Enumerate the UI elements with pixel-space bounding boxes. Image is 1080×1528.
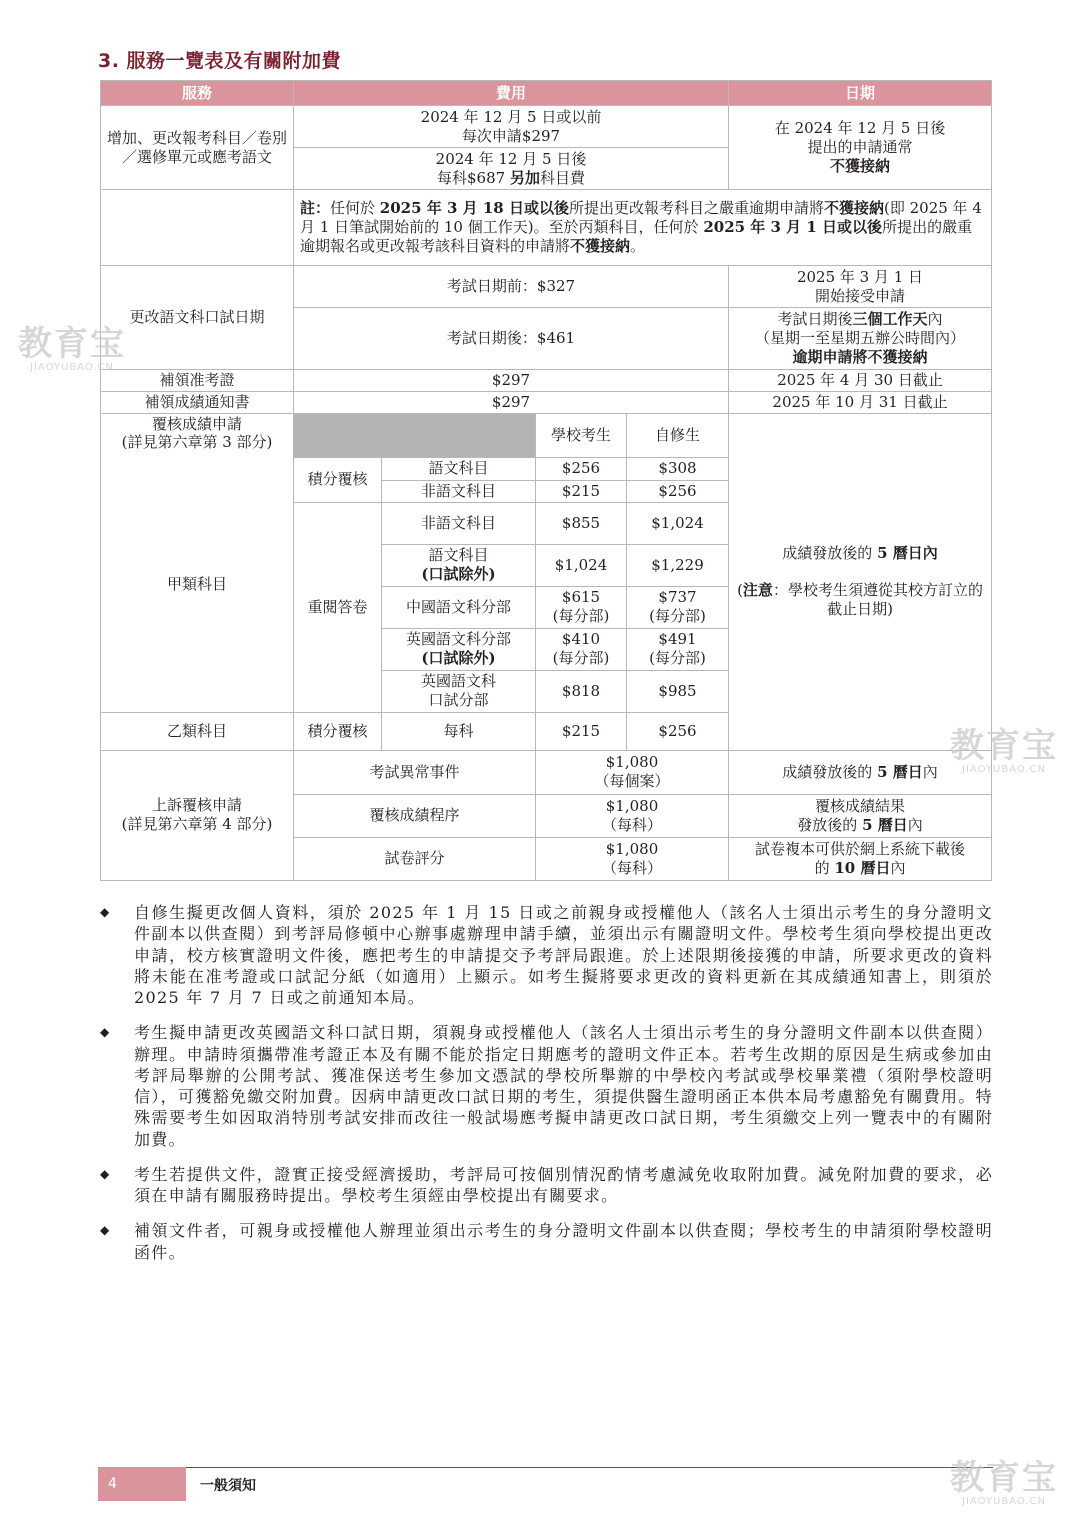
col-private-candidate: 自修生: [627, 413, 729, 457]
watermark-url: JIAOYUBAO.CN: [30, 362, 114, 373]
watermark-url: JIAOYUBAO.CN: [962, 764, 1046, 775]
fee-private: [627, 586, 729, 628]
fee-line: 2024 年 12 月 5 日或以前: [420, 107, 602, 126]
date-admission-form: 2025 年 4 月 30 日截止: [729, 370, 992, 392]
recheck-label: 積分覆核: [294, 712, 382, 750]
note-text: 。: [630, 236, 646, 255]
date-subject-change: [729, 106, 992, 190]
service-admission-form: 補領准考證: [101, 370, 294, 392]
watermark: [950, 1460, 1058, 1507]
fee-school: $215: [536, 712, 627, 750]
subject-change-note: [294, 190, 992, 266]
fee-school: [536, 586, 627, 628]
service-line: 覆核成績申請: [151, 414, 242, 433]
fee-school: $818: [536, 670, 627, 712]
note-paragraph: 考生若提供文件，證實正接受經濟援助，考評局可按個別情況酌情考慮減免收取附加費。減免附加費的要求，必須在申請有關服務時提出。學校考生須經由學校提出有關要求。: [134, 1164, 993, 1206]
footer-rule: [186, 1467, 993, 1468]
category-a: 甲類科目: [101, 457, 294, 712]
service-fee-table: [100, 80, 992, 881]
fee-unit: （每科）: [602, 815, 663, 834]
fee-irregularity: [536, 750, 729, 794]
table-row: [101, 413, 992, 457]
fee-unit: (每分部): [552, 649, 610, 667]
fee-unit: (每分部): [649, 649, 706, 667]
fee-procedure: [536, 794, 729, 837]
fee-value: $737: [658, 588, 697, 607]
table-header-row: [101, 81, 992, 106]
date-line: [732, 310, 988, 329]
date-line: [732, 544, 988, 563]
fee-admission-form: $297: [294, 370, 729, 392]
fee-private: $1,024: [627, 502, 729, 544]
watermark: [950, 728, 1058, 775]
date-text: 發放後的: [797, 815, 863, 834]
subject-line: (口試除外): [421, 565, 496, 583]
table-row: [101, 106, 992, 148]
col-school-candidate: 學校考生: [536, 413, 627, 457]
fee-school: [536, 628, 627, 670]
note-text-bold: 2025 年 3 月 1 日或以後: [703, 218, 883, 237]
subject-line: 英國語文科分部: [405, 630, 511, 649]
note-text: 任何於: [330, 199, 380, 218]
note-text: (即 2025 年 4 月 1 日筆試開始前的 10 個工作天)。至於丙類科目，任何於: [300, 199, 982, 237]
subject-label: 非語文科目: [382, 480, 536, 502]
date-text-bold: 10 曆日: [834, 858, 891, 877]
remark-label: 重閱答卷: [294, 502, 382, 712]
note-text: 所提出更改報考科目之嚴重逾期申請將: [568, 199, 824, 218]
appeal-marking: 試卷評分: [294, 837, 536, 880]
date-text: 內: [922, 762, 938, 781]
header-service: 服務: [101, 81, 294, 106]
date-text-bold: 5 曆日內: [877, 544, 938, 563]
date-text: 的: [814, 858, 835, 877]
table-row: [101, 370, 992, 392]
fee-private: $308: [627, 457, 729, 480]
header-fee: 費用: [294, 81, 729, 106]
fee-private: $256: [627, 480, 729, 502]
subject-line: 語文科目: [428, 546, 489, 565]
date-oral-before: [729, 266, 992, 308]
date-text: 內: [927, 310, 943, 329]
fee-school: $215: [536, 480, 627, 502]
fee-marking: [536, 837, 729, 880]
fee-school: $1,024: [536, 544, 627, 586]
fee-unit: (每分部): [552, 607, 610, 625]
date-line: [732, 816, 988, 835]
notes-list: [98, 902, 993, 1277]
date-oral-after: [729, 308, 992, 370]
appeal-irregularity: 考試異常事件: [294, 750, 536, 794]
fee-private: $1,229: [627, 544, 729, 586]
diamond-bullet-icon: ◆: [100, 1025, 111, 1040]
watermark-brand: 教育宝: [950, 726, 1058, 766]
date-text: 內: [907, 815, 923, 834]
note-text-bold: 不獲接納: [823, 199, 884, 218]
list-item: [98, 1220, 993, 1263]
date-note-bold: 注意: [742, 581, 773, 600]
note-text: 所提出的嚴重逾期報名或更改報考該科目資料的申請將: [300, 218, 973, 255]
subject-line: (口試除外): [421, 649, 496, 667]
footer-section-title: 一般須知: [200, 1478, 256, 1494]
fee-text-bold: 另加: [509, 168, 540, 187]
fee-line: 2024 年 12 月 5 日後: [435, 149, 587, 168]
table-row: [101, 266, 992, 308]
note-text-bold: 2025 年 3 月 18 日或以後: [379, 199, 569, 218]
date-line: （星期一至星期五辦公時間內）: [755, 329, 966, 348]
date-text: 內: [890, 858, 906, 877]
subject-label: [382, 628, 536, 670]
diamond-bullet-icon: ◆: [100, 1166, 111, 1181]
fee-value: $1,080: [605, 796, 659, 815]
table-row: [101, 750, 992, 794]
date-line: 不獲接納: [830, 156, 891, 175]
subject-label: 中國語文科分部: [382, 586, 536, 628]
fee-value: $1,080: [605, 839, 659, 858]
date-marking: [729, 837, 992, 880]
fee-school: $256: [536, 457, 627, 480]
fee-line: 每次申請$297: [461, 126, 561, 145]
subject-line: 英國語文科: [420, 672, 496, 691]
fee-text: 每科$687: [437, 168, 510, 187]
service-line: (詳見第六章第 3 部分): [121, 433, 273, 452]
date-line: 提出的申請通常: [807, 138, 913, 157]
fee-school: $855: [536, 502, 627, 544]
date-line: 2025 年 3 月 1 日: [796, 267, 924, 286]
service-line: 上訴覆核申請: [151, 796, 242, 815]
empty-cell: [101, 190, 294, 266]
section-title: 3. 服務一覽表及有關附加費: [98, 50, 342, 72]
service-subject-change: 增加、更改報考科目／卷別／選修單元或應考語文: [101, 106, 294, 190]
service-line: (詳見第六章第 4 部分): [121, 815, 273, 833]
service-appeal: [101, 750, 294, 880]
watermark: [18, 326, 126, 373]
fee-unit: （每科）: [602, 858, 663, 877]
note-paragraph: 考生擬申請更改英國語文科口試日期，須親身或授權他人（該名人士須出示考生的身分證明文件副本以供查閱）辦理。申請時須攜帶准考證正本及有關不能於指定日期應考的證明文件正本。若考生改期的原因是生病或參加由考評局舉辦的公開考試、獲准保送考生參加文憑試的學校所舉辦的中學校內考試或學校畢業禮（須附學校證明信），可獲豁免繳交附加費。因病申請更改口試日期的考生，須提供醫生證明函正本供本局考慮豁免有關費用。特殊需要考生如因取消特別考試安排而改往一般試場應考擬申請更改口試日期，考生須繳交上列一覽表中的有關附加費。: [134, 1023, 993, 1149]
date-note: (注意：學校考生須遵從其校方訂立的截止日期): [737, 581, 983, 618]
date-line: 覆核成績結果: [815, 796, 906, 815]
note-label: 註：: [300, 199, 331, 218]
subject-label: [382, 670, 536, 712]
date-line: [732, 859, 988, 878]
fee-text: 科目費: [539, 168, 585, 187]
diamond-bullet-icon: ◆: [100, 905, 111, 919]
table-row: [101, 391, 992, 413]
service-rescore: [101, 413, 294, 457]
fee-value: $410: [561, 630, 601, 649]
watermark-brand: 教育宝: [18, 324, 126, 364]
note-text-bold: 不獲接納: [570, 236, 631, 255]
watermark-url: JIAOYUBAO.CN: [962, 1496, 1046, 1507]
date-rescore: [729, 413, 992, 750]
list-item: [98, 1022, 993, 1150]
service-oral-change: 更改語文科口試日期: [101, 266, 294, 370]
spacer: [732, 563, 988, 581]
subject-label: 非語文科目: [382, 502, 536, 544]
note-paragraph: 自修生擬更改個人資料，須於 2025 年 1 月 15 日或之前親身或授權他人（該名人士須出示考生的身分證明文件副本以供查閱）到考評局修頓中心辦事處辦理申請手續，並須出示有關證明文件。學校考生須向學校提出更改申請，校方核實證明文件後，應把考生的申請提交予考評局跟進。於上述限期後接獲的申請，所要求更改的資料將未能在准考證或口試記分紙（如適用）上顯示。如考生擬將要求更改的資料更新在其成績通知書上，則須於 2025 年 7 月 7 日或之前通知本局。: [134, 903, 993, 1008]
date-line: 在 2024 年 12 月 5 日後: [774, 119, 946, 138]
fee-private: [627, 628, 729, 670]
fee-value: $491: [658, 630, 697, 649]
date-procedure: [729, 794, 992, 837]
fee-value: $1,080: [605, 753, 659, 772]
subject-label: 語文科目: [382, 457, 536, 480]
category-b: 乙類科目: [101, 712, 294, 750]
recheck-label: 積分覆核: [294, 457, 382, 502]
fee-unit: (每分部): [649, 607, 706, 625]
date-text-bold: 5 曆日: [862, 815, 908, 834]
fee-oral-after: 考試日期後：$461: [294, 308, 729, 370]
date-text: 成績發放後的: [782, 544, 878, 563]
subject-line: 口試分部: [428, 691, 489, 709]
fee-value: $615: [561, 588, 601, 607]
fee-oral-before: 考試日期前：$327: [294, 266, 729, 308]
list-item: [98, 902, 993, 1008]
page-number: 4: [98, 1467, 186, 1501]
fee-line: [297, 169, 725, 188]
diamond-bullet-icon: ◆: [100, 1223, 111, 1238]
date-text-bold: 三個工作天: [852, 310, 928, 329]
watermark-brand: 教育宝: [950, 1458, 1058, 1498]
appeal-procedure: 覆核成績程序: [294, 794, 536, 837]
date-text: 考試日期後: [777, 310, 853, 329]
subject-label: 每科: [382, 712, 536, 750]
date-line: 開始接受申請: [815, 286, 906, 305]
grey-cell: [294, 413, 536, 457]
fee-subject-change-late: [294, 148, 729, 190]
list-item: [98, 1164, 993, 1207]
note-paragraph: 補領文件者，可親身或授權他人辦理並須出示考生的身分證明文件副本以供查閱；學校考生的申請須附學校證明函件。: [134, 1221, 993, 1262]
fee-unit: （每個案）: [594, 772, 670, 790]
service-results-notice: 補領成績通知書: [101, 391, 294, 413]
date-note-text: ：學校考生須遵從其校方訂立的截止日期): [772, 581, 983, 618]
fee-private: $985: [627, 670, 729, 712]
subject-label: [382, 544, 536, 586]
fee-results-notice: $297: [294, 391, 729, 413]
date-line: 逾期申請將不獲接納: [792, 347, 928, 366]
date-text-bold: 5 曆日: [877, 762, 923, 781]
table-row: [101, 190, 992, 266]
date-results-notice: 2025 年 10 月 31 日截止: [729, 391, 992, 413]
date-text: 成績發放後的: [782, 762, 878, 781]
header-date: 日期: [729, 81, 992, 106]
fee-subject-change-early: [294, 106, 729, 148]
date-line: 試卷複本可供於網上系統下載後: [755, 839, 966, 858]
fee-private: $256: [627, 712, 729, 750]
